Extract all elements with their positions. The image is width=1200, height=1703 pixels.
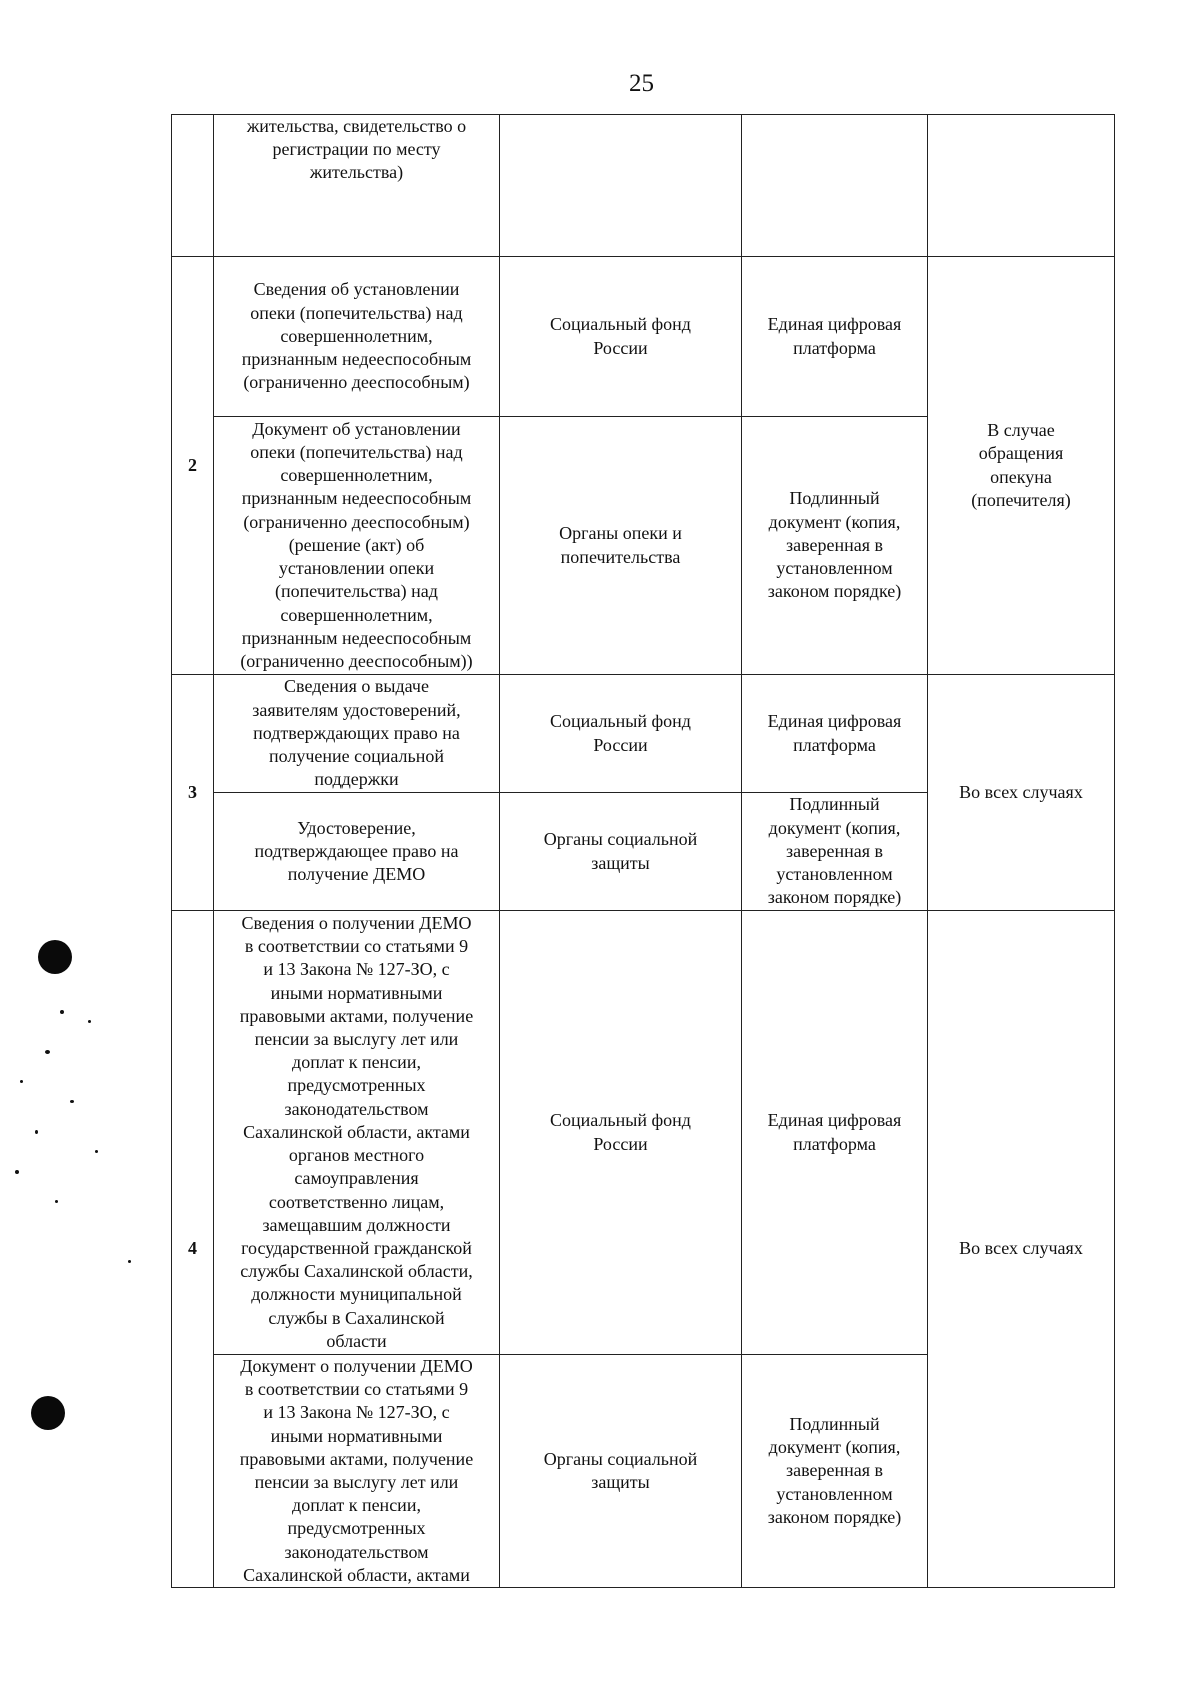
document-cell: Сведения об установлении опеки (попечительства) над совершеннолетним, признанным недееспособным (ограниченно дееспособным)	[214, 257, 500, 417]
documents-table	[171, 114, 1115, 1588]
form-cell: Единая цифровая платформа	[742, 675, 928, 793]
condition-cell: Во всех случаях	[928, 911, 1115, 1588]
source-cell: Органы социальной защиты	[500, 1355, 742, 1588]
scan-speck	[70, 1100, 74, 1103]
row-number: 4	[172, 911, 214, 1588]
document-cell: Удостоверение, подтверждающее право на получение ДЕМО	[214, 793, 500, 911]
row-number: 3	[172, 675, 214, 911]
condition-cell	[928, 115, 1115, 257]
source-cell: Органы опеки и попечительства	[500, 417, 742, 675]
form-cell: Единая цифровая платформа	[742, 911, 928, 1355]
scan-speck	[88, 1020, 91, 1023]
document-cell: Сведения о получении ДЕМО в соответствии со статьями 9 и 13 Закона № 127-ЗО, с иными нормативными правовыми актами, получение пенсии за выслугу лет или доплат к пенсии, предусмотренных законодательством Сахалинской области, актами органов местного самоуправления соответственно лицам, замещавшим должности государственной гражданской службы Сахалинской области, должности муниципальной службы в Сахалинской области	[214, 911, 500, 1355]
condition-cell: В случае обращения опекуна (попечителя)	[928, 257, 1115, 675]
table-row	[172, 115, 1115, 257]
scan-speck	[20, 1080, 23, 1083]
scan-speck	[15, 1170, 19, 1174]
scan-speck	[55, 1200, 58, 1203]
document-cell: Документ об установлении опеки (попечительства) над совершеннолетним, признанным недееспособным (ограниченно дееспособным) (решение (акт) об установлении опеки (попечительства) над совершеннолетним, признанным недееспособным (ограниченно дееспособным))	[214, 417, 500, 675]
source-cell	[500, 115, 742, 257]
source-cell: Органы социальной защиты	[500, 793, 742, 911]
form-cell: Подлинный документ (копия, заверенная в установленном законом порядке)	[742, 417, 928, 675]
table-row	[172, 257, 1115, 417]
document-cell: Сведения о выдаче заявителям удостоверений, подтверждающих право на получение социальной поддержки	[214, 675, 500, 793]
punch-hole	[31, 1396, 65, 1430]
row-number	[172, 115, 214, 257]
scan-speck	[35, 1130, 38, 1134]
condition-cell: Во всех случаях	[928, 675, 1115, 911]
page-number: 25	[629, 70, 654, 97]
source-cell: Социальный фонд России	[500, 675, 742, 793]
form-cell	[742, 115, 928, 257]
scan-speck	[95, 1150, 98, 1153]
form-cell: Единая цифровая платформа	[742, 257, 928, 417]
form-cell: Подлинный документ (копия, заверенная в установленном законом порядке)	[742, 793, 928, 911]
scan-speck	[60, 1010, 64, 1014]
form-cell: Подлинный документ (копия, заверенная в установленном законом порядке)	[742, 1355, 928, 1588]
document-cell: жительства, свидетельство о регистрации по месту жительства)	[214, 115, 500, 257]
source-cell: Социальный фонд России	[500, 257, 742, 417]
document-cell: Документ о получении ДЕМО в соответствии со статьями 9 и 13 Закона № 127-ЗО, с иными нормативными правовыми актами, получение пенсии за выслугу лет или доплат к пенсии, предусмотренных законодательством Сахалинской области, актами	[214, 1355, 500, 1588]
punch-hole	[38, 940, 72, 974]
row-number: 2	[172, 257, 214, 675]
scan-speck	[128, 1260, 131, 1263]
table-row	[172, 911, 1115, 1355]
scan-speck	[45, 1050, 50, 1054]
table-row	[172, 675, 1115, 793]
source-cell: Социальный фонд России	[500, 911, 742, 1355]
